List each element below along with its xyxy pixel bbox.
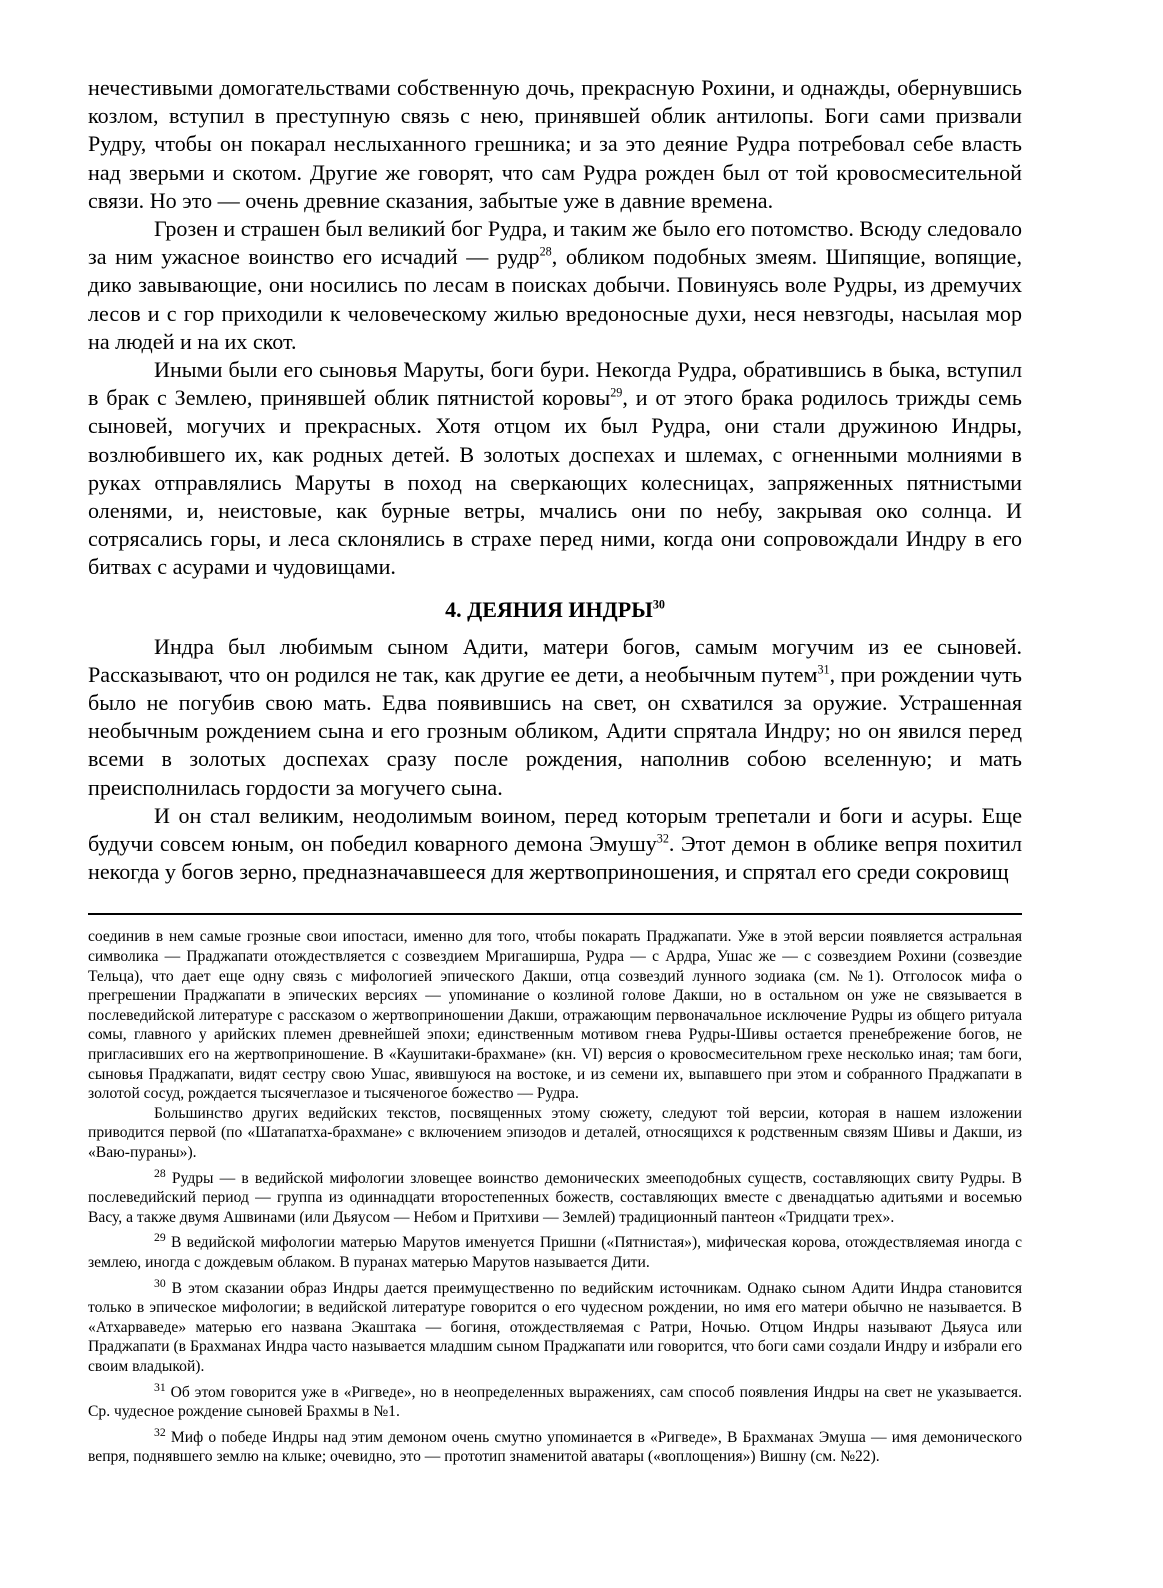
footnote-number-30: 30 (154, 1276, 166, 1290)
footnote-number-29: 29 (154, 1231, 166, 1245)
main-text (88, 74, 1022, 886)
footnote-ref-28[interactable]: 28 (539, 244, 552, 259)
footnote-31: $^{31}$ Об этом говорится уже в «Ригведе», но в неопределенных выражениях, сам способ появления Индры на свет не указывается. Ср. чудесное рождение сыновей Брахмы в №1. (88, 1380, 1022, 1421)
book-page (88, 74, 1022, 1467)
paragraph-4: Индра был любимым сыном Адити, матери богов, самым могучим из ее сыновей. Рассказывают, что он родился не так, как другие ее дети, а необычным путем$^{31}$, при рождении чуть было не погубив свою мать. Едва появившись на свет, он схватился за оружие. Устрашенная необычным рождением сына и его грозным обликом, Адити спрятала Индру; но он явился перед всеми в золотых доспехах сразу после рождения, наполнив собою вселенную; и мать преисполнилась гордости за могучего сына. (88, 633, 1022, 800)
footnote-32: $^{32}$ Миф о победе Индры над этим демоном очень смутно упоминается в «Ригведе», В Брахманах Эмуша — имя демонического вепря, поднявшего землю на клыке; очевидно, это — прототип знаменитой аватары («воплощения») Вишну (см. №22). (88, 1425, 1022, 1466)
paragraph-3: Иными были его сыновья Маруты, боги бури. Некогда Рудра, обратившись в быка, вступил в брак с Землею, принявшей облик пятнистой коровы$^{29}$, и от этого брака родилось трижды семь сыновей, могучих и прекрасных. Хотя отцом их был Рудра, они стали дружиною Индры, возлюбившего их, как родных детей. В золотых доспехах и шлемах, с огненными молниями в руках отправлялись Маруты в поход на сверкающих колесницах, запряженных пятнистыми оленями, и, неистовые, как бурные ветры, мчались они по небу, закрывая око солнца. И сотрясались горы, и леса склонялись в страхе перед ними, когда они сопровождали Индру в его битвах с асурами и чудовищами. (88, 357, 1022, 580)
footnote-ref-30[interactable]: 30 (652, 597, 665, 612)
footnotes (88, 927, 1022, 1466)
paragraph-5: И он стал великим, неодолимым воином, перед которым трепетали и боги и асуры. Еще будучи совсем юным, он победил коварного демона Эмушу$^{32}$. Этот демон в облике вепря похитил некогда у богов зерно, предназначавшееся для жертвоприношения, и спрятал его среди сокровищ (88, 802, 1022, 885)
footnote-number-28: 28 (154, 1166, 166, 1180)
footnote-28: $^{28}$ Рудры — в ведийской мифологии зловещее воинство демонических змееподобных существ, составляющих свиту Рудры. В послеведийский период — группа из одиннадцати второстепенных божеств, составляющих вместе с двенадцатью адитьями и восемью Васу, а также двумя Ашвинами (или Дьяусом — Небом и Притхиви — Землей) традиционный пантеон «Тридцати трех». (88, 1166, 1022, 1226)
paragraph-1: нечестивыми домогательствами собственную дочь, прекрасную Рохини, и однажды, обернувшись козлом, вступил в преступную связь с нею, принявшей облик антилопы. Боги сами призвали Рудру, чтобы он покарал неслыханного грешника; и за это деяние Рудра потребовал себе власть над зверьми и скотом. Другие же говорят, что сам Рудра рожден был от той кровосмесительной связи. Но это — очень древние сказания, забытые уже в давние времена. (88, 75, 1022, 213)
footnote-30: $^{30}$ В этом сказании образ Индры дается преимущественно по ведийским источникам. Однако сыном Адити Индра становится только в эпическое мифологии; в ведийской литературе говорится о его чудесном рождении, но имя его матери обычно не называется. В «Атхарваведе» матерью его названа Экаштака — богиня, отождествляемая с Ратри, Ночью. Отцом Индры называют Дьяуса или Праджапати (в Брахманах Индра часто называется младшим сыном Праджапати или говорится, что боги сами создали Индру и избрали его своим владыкой). (88, 1276, 1022, 1375)
footnote-number-32: 32 (154, 1425, 166, 1439)
footnote-ref-31[interactable]: 31 (817, 662, 830, 677)
footnote-29: $^{29}$ В ведийской мифологии матерью Марутов именуется Пришни («Пятнистая»), мифическая корова, отождествляемая иногда с землею, иногда с дождевым облаком. В пуранах матерью Марутов называется Дити. (88, 1231, 1022, 1271)
paragraph-2: Грозен и страшен был великий бог Рудра, и таким же было его потомство. Всюду следовало за ним ужасное воинство его исчадий — рудр$^{28}$, обликом подобных змеям. Шипящие, вопящие, дико завывающие, они носились по лесам в поисках добычи. Повинуясь воле Рудры, из дремучих лесов и с гор приходили к человеческому жилью вредоносные духи, неся невзгоды, насылая мор на людей и на их скот. (88, 216, 1022, 354)
footnote-continuation-2: Большинство других ведийских текстов, посвященных этому сюжету, следуют той версии, которая в нашем изложении приводится первой (по «Шатапатха-брахмане» с включением эпизодов и деталей, относящихся к родственным связям Шивы и Дакши, из «Ваю-пураны»). (88, 1104, 1022, 1162)
footnote-number-31: 31 (154, 1380, 166, 1394)
section-heading: 4. ДЕЯНИЯ ИНДРЫ$^{30}$ (445, 596, 665, 622)
footnote-continuation-1: соединив в нем самые грозные свои ипостаси, именно для того, чтобы покарать Праджапати. Уже в этой версии появляется астральная символика — Праджапати отождествляется с созвездием Мригаширша, Рудра — с Ардра, Ушас же — с созвездием Рохини (созвездие Тельца), что дает еще одну связь с мифологией эпического Дакши, отца созвездий лунного зодиака (см. №1). Отголосок мифа о прегрешении Праджапати в эпических версиях — упоминание о козлиной голове Дакши, но в остальном он уже не связывается в послеведийской литературе с рассказом о жертвоприношении Дакши, отражающим первоначальное исключение Рудры из общего ритуала сомы, главного у арийских племен древнейшей эпохи; единственным мотивом гнева Рудры-Шивы остается пренебрежение богов, не пригласивших его на жертвоприношение. В «Каушитаки-брахмане» (кн. VI) версия о кровосмесительном грехе несколько иная; там боги, сыновья Праджапати, видят сестру свою Ушас, явившуюся на востоке, и из семени их, выпавшего при этом и собранного Праджапати в золотой сосуд, рождается тысячеглазое и тысяченогое божество — Рудра. (88, 928, 1022, 1103)
footnote-ref-29[interactable]: 29 (610, 385, 623, 400)
footnote-divider (88, 913, 1022, 915)
footnote-ref-32[interactable]: 32 (656, 831, 669, 846)
